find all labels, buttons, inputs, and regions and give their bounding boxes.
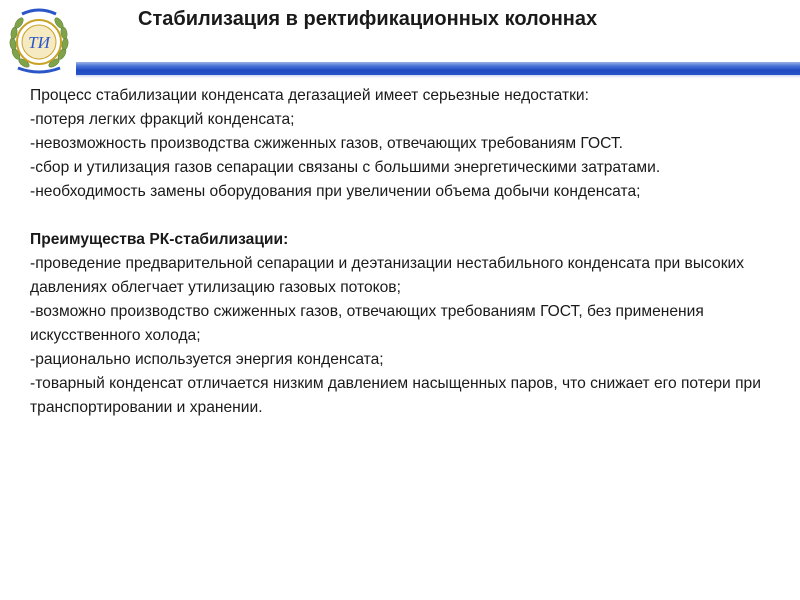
svg-text:ТИ: ТИ xyxy=(28,33,50,52)
slide-title: Стабилизация в ректификационных колоннах xyxy=(138,8,598,30)
spacer xyxy=(30,204,780,228)
title-underline-bar xyxy=(76,62,800,75)
drawback-item: -невозможность производства сжиженных газов, отвечающих требованиям ГОСТ. xyxy=(30,135,624,152)
drawback-item: -сбор и утилизация газов сепарации связаны с большими энергетическими затратами. xyxy=(30,159,661,176)
title-underline-shine xyxy=(76,75,800,78)
slide-body xyxy=(30,84,780,420)
advantages-heading: Преимущества РК-стабилизации: xyxy=(30,231,289,248)
advantage-item: -возможно производство сжиженных газов, отвечающих требованиям ГОСТ, без применения искусственного холода; xyxy=(30,303,704,344)
advantage-item: -товарный конденсат отличается низким давлением насыщенных паров, что снижает его потери при транспортировании и хранении. xyxy=(30,375,761,416)
drawback-item: -необходимость замены оборудования при увеличении объема добычи конденсата; xyxy=(30,183,641,200)
advantage-item: -проведение предварительной сепарации и деэтанизации нестабильного конденсата при высоких давлениях облегчает утилизацию газовых потоков; xyxy=(30,255,745,296)
advantage-item: -рационально используется энергия конденсата; xyxy=(30,351,384,368)
university-emblem-icon xyxy=(4,2,74,78)
intro-text: Процесс стабилизации конденсата дегазацией имеет серьезные недостатки: xyxy=(30,87,589,104)
drawback-item: -потеря легких фракций конденсата; xyxy=(30,111,295,128)
